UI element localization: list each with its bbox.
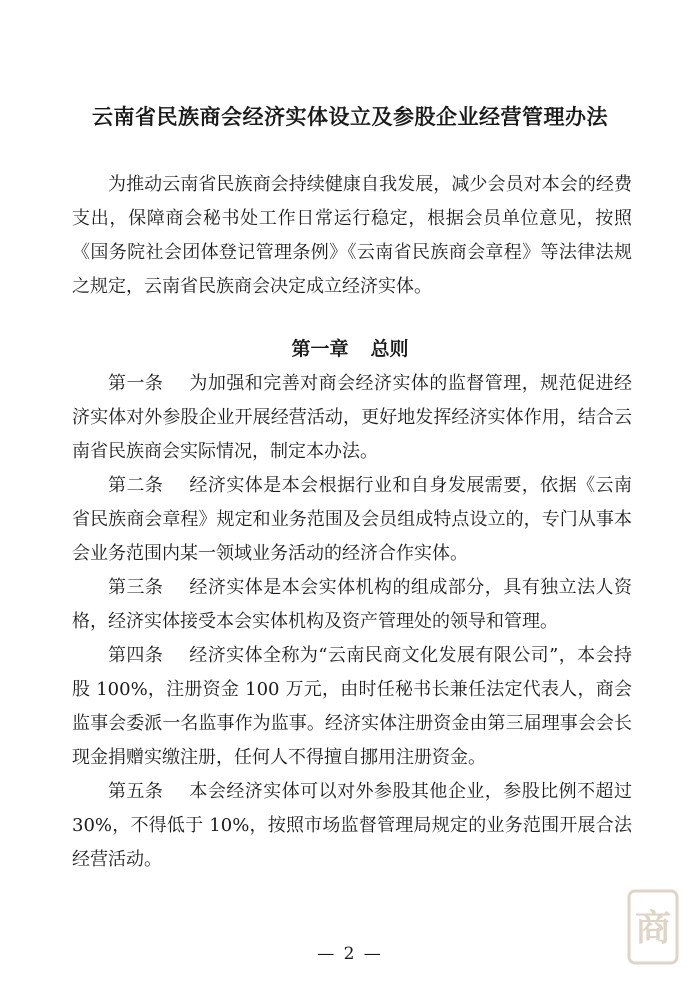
preamble-block [72, 168, 632, 304]
article-2 [72, 469, 632, 571]
article-text: 经济实体是本会实体机构的组成部分，具有独立法人资格，经济实体接受本会实体机构及资产管理处的领导和管理。 [72, 577, 633, 632]
seal-glyph: 商 [634, 907, 672, 949]
article-4 [72, 639, 632, 775]
article-text: 本会经济实体可以对外参股其他企业，参股比例不超过 30%，不得低于 10%，按照市场监督管理局规定的业务范围开展合法经营活动。 [72, 781, 633, 870]
article-label: 第三条 [108, 577, 164, 598]
article-text: 为加强和完善对商会经济实体的监督管理，规范促进经济实体对外参股企业开展经营活动，更好地发挥经济实体作用，结合云南省民族商会实际情况，制定本办法。 [72, 373, 633, 462]
article-text: 经济实体是本会根据行业和自身发展需要，依据《云南省民族商会章程》规定和业务范围及会员组成特点设立的，专门从事本会业务范围内某一领域业务活动的经济合作实体。 [72, 475, 633, 564]
chapter-number: 第一章 [291, 338, 349, 360]
article-label: 第四条 [108, 645, 164, 666]
article-text: 经济实体全称为“云南民商文化发展有限公司”，本会持股 100%，注册资金 100 万元，由时任秘书长兼任法定代表人，商会监事会委派一名监事作为监事。经济实体注册资金由第三届理事会会长现金捐赠实缴注册，任何人不得擅自挪用注册资金。 [72, 645, 633, 768]
article-5 [72, 775, 632, 877]
article-label: 第一条 [108, 373, 164, 394]
chapter-name: 总则 [370, 338, 409, 360]
page-number: — 2 — [317, 944, 383, 964]
article-3 [72, 571, 632, 639]
article-label: 第五条 [108, 781, 164, 802]
chapter-heading [0, 334, 700, 364]
articles-block [72, 367, 632, 877]
article-1 [72, 367, 632, 469]
preamble-paragraph: 为推动云南省民族商会持续健康自我发展，减少会员对本会的经费支出，保障商会秘书处工作日常运行稳定，根据会员单位意见，按照《国务院社会团体登记管理条例》《云南省民族商会章程》等法律法规之规定，云南省民族商会决定成立经济实体。 [72, 174, 632, 297]
chamber-seal-icon [626, 888, 680, 966]
article-label: 第二条 [108, 475, 164, 496]
document-title: 云南省民族商会经济实体设立及参股企业经营管理办法 [92, 104, 608, 129]
